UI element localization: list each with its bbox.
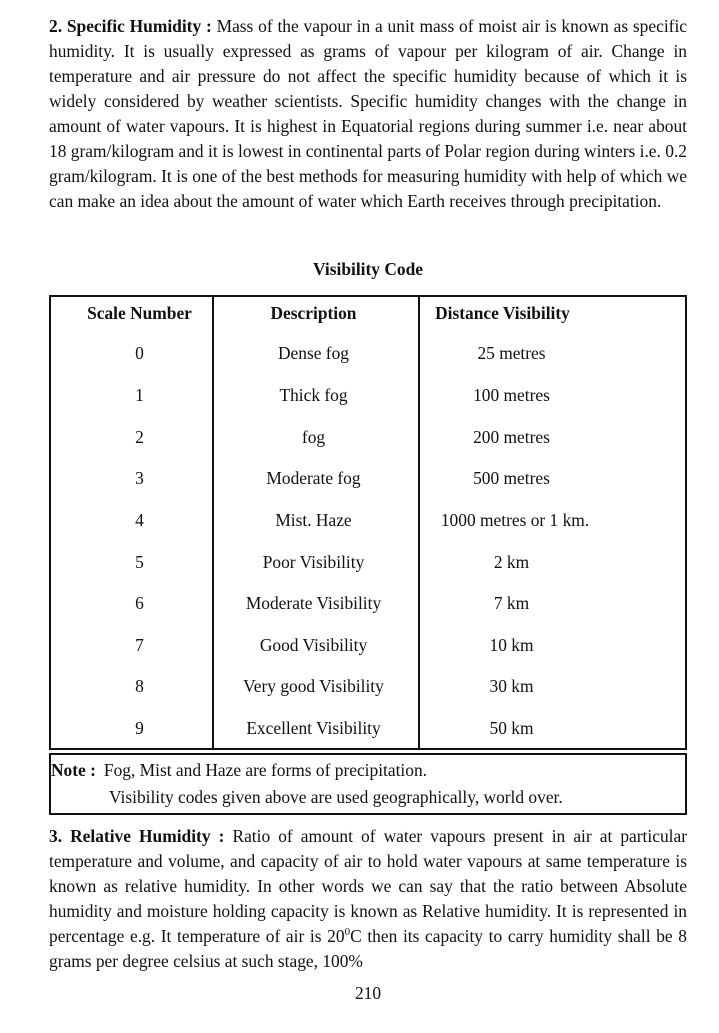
table-row bbox=[51, 464, 685, 492]
specific-humidity-body: Mass of the vapour in a unit mass of moist air is known as specific humidity. It is usually expressed as grams of vapour per kilogram of air. Change in temperature and air pressure do not affect the specific humidity because of which it is widely considered by weather scientists. Specific humidity changes with the change in amount of water vapours. It is highest in Equatorial regions during summer i.e. near about 18 gram/kilogram and it is lowest in continental parts of Polar region during winters i.e. 0.2 gram/kilogram. It is one of the best methods for measuring humidity with help of which we can make an idea about the amount of water which Earth receives through precipitation. bbox=[49, 16, 687, 211]
description-cell: Very good Visibility bbox=[243, 676, 384, 696]
distance-cell: 2 km bbox=[493, 552, 530, 572]
scale-number-cell: 5 bbox=[135, 552, 144, 572]
table-row bbox=[51, 672, 685, 700]
note-label: Note : bbox=[51, 760, 96, 780]
description-cell: Excellent Visibility bbox=[246, 718, 381, 738]
specific-humidity-heading: 2. Specific Humidity : bbox=[49, 16, 212, 36]
table-row bbox=[51, 339, 685, 367]
table-row bbox=[51, 589, 685, 617]
distance-cell: 25 metres bbox=[477, 343, 546, 363]
scale-number-cell: 8 bbox=[135, 676, 144, 696]
note-first-line bbox=[51, 758, 427, 783]
scale-number-cell: 7 bbox=[135, 635, 144, 655]
scale-number-cell: 2 bbox=[135, 427, 144, 447]
relative-humidity-body-end: C then its capacity to carry humidity shall be 8 grams per degree celsius at such stage, 100% bbox=[49, 926, 687, 971]
scale-number-cell: 1 bbox=[135, 385, 144, 405]
specific-humidity-paragraph bbox=[49, 14, 687, 214]
description-cell: Moderate Visibility bbox=[245, 593, 382, 613]
distance-cell: 100 metres bbox=[473, 385, 550, 405]
table-row bbox=[51, 631, 685, 659]
note-text-2: Visibility codes given above are used geographically, world over. bbox=[109, 787, 563, 807]
scale-number-cell: 4 bbox=[135, 510, 144, 530]
description-cell: Moderate fog bbox=[266, 468, 361, 488]
distance-cell: 30 km bbox=[489, 676, 534, 696]
header-distance-visibility: Distance Visibility bbox=[435, 303, 570, 323]
description-cell: Thick fog bbox=[279, 385, 348, 405]
note-box bbox=[49, 753, 687, 815]
scale-number-cell: 9 bbox=[135, 718, 144, 738]
table-row bbox=[51, 548, 685, 576]
page-number: 210 bbox=[354, 983, 382, 1003]
description-cell: Dense fog bbox=[278, 343, 349, 363]
header-description: Description bbox=[270, 303, 357, 323]
distance-cell: 1000 metres or 1 km. bbox=[440, 510, 590, 530]
description-cell: fog bbox=[301, 427, 326, 447]
distance-cell: 10 km bbox=[489, 635, 534, 655]
table-row bbox=[51, 506, 685, 534]
table-caption: Visibility Code bbox=[313, 259, 423, 279]
distance-cell: 50 km bbox=[489, 718, 534, 738]
note-text-1: Fog, Mist and Haze are forms of precipitation. bbox=[103, 760, 427, 780]
degree-superscript: 0 bbox=[344, 926, 351, 939]
scale-number-cell: 0 bbox=[135, 343, 144, 363]
scale-number-cell: 6 bbox=[135, 593, 144, 613]
relative-humidity-paragraph bbox=[49, 824, 687, 974]
table-header-row bbox=[51, 299, 685, 327]
relative-humidity-heading: 3. Relative Humidity : bbox=[49, 826, 225, 846]
table-row bbox=[51, 423, 685, 451]
scale-number-cell: 3 bbox=[135, 468, 144, 488]
description-cell: Good Visibility bbox=[259, 635, 368, 655]
distance-cell: 200 metres bbox=[473, 427, 550, 447]
distance-cell: 7 km bbox=[493, 593, 530, 613]
header-scale-number: Scale Number bbox=[87, 303, 192, 323]
description-cell: Mist. Haze bbox=[275, 510, 352, 530]
visibility-table bbox=[49, 295, 687, 750]
table-row bbox=[51, 714, 685, 742]
table-row bbox=[51, 381, 685, 409]
distance-cell: 500 metres bbox=[473, 468, 550, 488]
relative-humidity-body: Ratio of amount of water vapours present in air at particular temperature and volume, and capacity of air to hold water vapours at same temperature is known as relative humidity. In other words we can say that the ratio between Absolute humidity and moisture holding capacity is known as Relative humidity. It is represented in percentage e.g. It temperature of air is 20 bbox=[49, 826, 687, 946]
description-cell: Poor Visibility bbox=[262, 552, 365, 572]
